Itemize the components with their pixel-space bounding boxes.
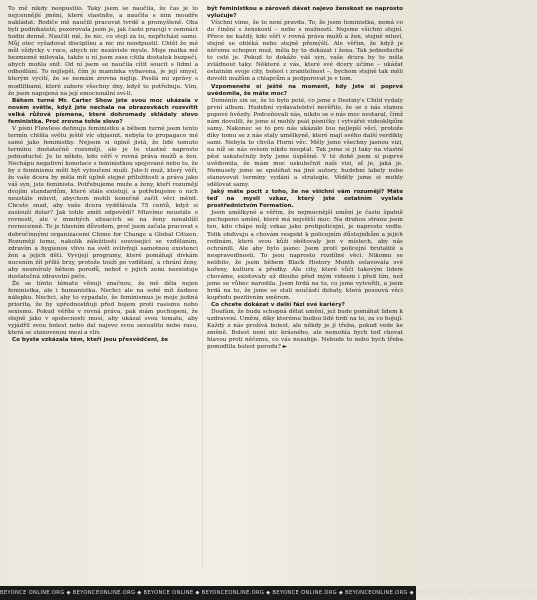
interview-question: být feministkou a zároveň dávat najevo ženskost se naprosto vylučuje?: [207, 6, 403, 20]
answer-paragraph: Doufám, že budu schopná dělat umění, jež bude pomáhat lidem k uzdravení. Umění, díky kterému budou lidé hrdí na to, za co bojují. Každý z nás prožívá bolest, ale někdy je jí třeba, pokud vede ke změně. Bolest není nic krásného, ale nemohla bych teď chovat hlavou proti něčemu, co vás nezabije. Nebude to nebo bych třeba pomodlila bolest porodu? ►: [207, 309, 403, 351]
end-of-article-arrow-icon: ►: [280, 344, 288, 351]
interview-question: Vzpomenete si ještě na moment, kdy jste si poprvé uvědomila, že máte moc?: [207, 83, 403, 97]
answer-paragraph: Doménín sin se, že to bylo poté, co jsme s Destiny's Child vydaly první album. Hudební vydavatelství nevěřilo, že se z nás stanou popové hvězdy. Podceňovali nás, nikdo se o nás moc nestaral, čímž nám dovolili, že jsme si mohly psát písničky i vytvářet videoklipům samy. Nakonec se to pro nás ukázalo tou nejlepší věcí, protože díky tomu se z nás staly umělkyně, které mají svého další verdikty sami. Nebyla to chvíla Horní věc. Měly jsme všechny jasnou vizi, na níž se nás ovšem nikdo neoptal. Tak jsme si ji taky na vlastní pěst uskutečnily byly jsme úspěšné. V té době jsem si poprvé uvědomila, že mám moc uskutečnit naši vizi, ať je, jaká je. Nemusely jsme se spoléhat na jiné autory, hudební labely nebo stanovovat termíny vydání a strategie. Věděly jsme si mohly sdělovat samy.: [207, 97, 403, 189]
answer-paragraph: To mě nikdy neopustilo. Taky jsem se naučila, že čas je to nejcennější jmění, které vlastníte, a naučila s ním moudře nakládat. Rodiče mě naučili pracovat tvrdě a promyšleně. Oba byli podnikatelé; pozorovala jsem je, jak často pracují v osmnáct hodin denně. Naučili mě, že nic, co stojí za to, nepřichází samo. Můj otec vyžadoval disciplínu a nic mi neodpustil. Chtěl že mě měl vždycky v ruce, abych nic nezávisle mysle. Moje matka mě bezmezně milovala, takže u ní jsem zase cítila dostatek bezpečí, abych mohla snít. Od ní jsem se naučila cítit soucit s lidmi a odhodlání. To nejlepší, čím je maminka vybavena, je její smysl, kterým vycítí, že se nemám zrovna nejlíp. Posílá mi zprávy s modlitbami, které zabere všechny dny, když to potřebuju. Vím, že jsem napojená na její emocionální sví-li.: [8, 6, 198, 97]
answer-paragraph: Jsem umělkyně a věřím, že nejmocnější umění je často špatně pochopeno umění, které má největší moc. Na druhou stranu jsem ten, kdo chápe můj vzkaz jako protipolicejní, je naprosto vedle. Tolik obdivuju a chovám respekt k policejním důstojníkům a jejich rodinám, které svou kůži obětovaly jen v místech, aby nás ochránili. Ale aby bylo jasno: Jsem proti policejní brutalitě a nespravedlnosti. To jsou naprosto rozdílné věci. Nikomu se nelíbilo, že jsem během Black History Month oslavovala své kořeny, kulturu a předky. Ale city, které vůči takovým lidem chováme, existovaly už dlouho před mým videem i před tím, než jsme se vůbec narodila. Jsem hrdá na to, co jsme vytvořili, a jsem hrdá na to, že jsme se stali součástí debaty, která posouvá věci kupředu pozitivním směrem.: [207, 210, 403, 301]
interview-question: Během turné Mr. Carter Show jste svou moc ukázala v novém světle, když jste nechala na obrazovkách rozsvítit velká růžová písmena, které dohromady skládaly slovo feministka. Proč zrovna tohle slovo?: [8, 97, 198, 125]
left-text-column: [8, 6, 198, 344]
interview-question: Co chcete dokázat v další fázi své kariéry?: [211, 301, 345, 308]
watermark-footer-strip: BEYONCE ONLINE.ORG ◆ BEYONCEONLINE.ORG ◆ BEYONCE ONLINE ◆ BEYONCEONLINE.ORG ◆ BEYONCE ONLINE.ORG ◆ BEYONCEONLINE.ORG ◆ BEYONCE ONLINE ◆ BEYONCEONLINE.ORG: [0, 586, 416, 600]
interview-question: Co byste vzkázala těm, kteří jsou přesvědčeni, že: [12, 337, 169, 344]
right-text-column: [207, 6, 403, 351]
column-divider: [202, 10, 203, 570]
interview-question: Jaký máte pocit z toho, že ne všichni vám rozumějí? Máte teď na mysli vzkaz, který jste ostatním vyslala prostřednictvím Formation.: [207, 189, 403, 210]
answer-paragraph: Že se tímto tématu věnuji značnou, že mě děla nejen feministka, ale i humanistka. Nechci ale na sobě mít žádnou nálepku. Nechci, aby to vypadalo, že feminismus je moje jediná priorita, že by upřednostňuji před bojem proti rasismu nebo sexismu. Pokud věříte v rovná práva, pak mám pochopení, že stejně jako v spolecnosti musí, aby ukázal svou tematu, aby vyjádřil svou bolest nebo dal najevo svou sexualitu nebo rasu, která se stanovenou mezi a vliv.: [8, 280, 198, 337]
answer-paragraph: Všichni víme, že to není pravda. To, že jsem feministka, nemá co do činění s ženskostí – nebo s mužností. Nejsme všichni stejní. Přece ne každý, kdo věří v rovná práva mužů a žen, stejně mluví, stejně se obléká nebo stejně přemýšlí. Ale věřím, že když je něčemu schopen muž, měla by to dokázat i žena. Tak jednoduché to celé je. Pokud to dokáže váš syn, vaše dcera by to měla zvládnout taky. Některé z vás, které své dcery učíme – ukážat ostatním svoje city, bolest i zranitelnost –, bychom stejně tak měli dovolit mužům a chlapcům a podporovat je v tom.: [207, 20, 403, 83]
answer-paragraph: V písni Flawless definuju feministku a během turné jsem tento termín chtěla světu ještě víc objasnit, nebyla to propagace mé samé jako feministky. Nejsem si úplně jistá, že lidé tomuto termínu dostatečně rozumějí, ale je to vlastně naprosto jednoduché. Je to někdo, kdo věří v rovná práva mužů a žen. Nechápu negativní konotace s feministkou spojované nebo to, že by z feminismu měli být vyloučeni muži. Jste-li muž, který věří, že vaše dcera by měla mít úplně stejné příležitosti a práva jako váš syn, jste feminista. Potřebujeme muže a ženy, kteří rozumějí dvojím standardům, které stále existují, a potřebujeme o nich neustále mluvit, abychom mohli konečně začít věci měnit. Chcete snad, aby vaše dcera vydělávala 75 centů, když si zaslouží dolar? Jak tohle změt odpovědí? Mluvíme neustále o rovnosti, ale v mnohých situacích se na ženy nenahlíží rovnocenně. To je hlavním důvodem, proč jsem začala pracovat s dobročinnými organizacemi Chime for Change a Global Citizen. Rozumějí tomu, nakolik záležitosti související se vzděláním, zdravím a hygienou vlivu na svět ovlivňují samotnou existenci žen a jejich dětí. Vyvíjejí programy, které pomáhají dívkám nucením žít příliš brzy, protože touží po vzdělání, a chrání ženy, aby neumíraly během porodů, neboť v jejich zemi neexistuje dostatečná zdravotní péče.: [8, 125, 198, 280]
